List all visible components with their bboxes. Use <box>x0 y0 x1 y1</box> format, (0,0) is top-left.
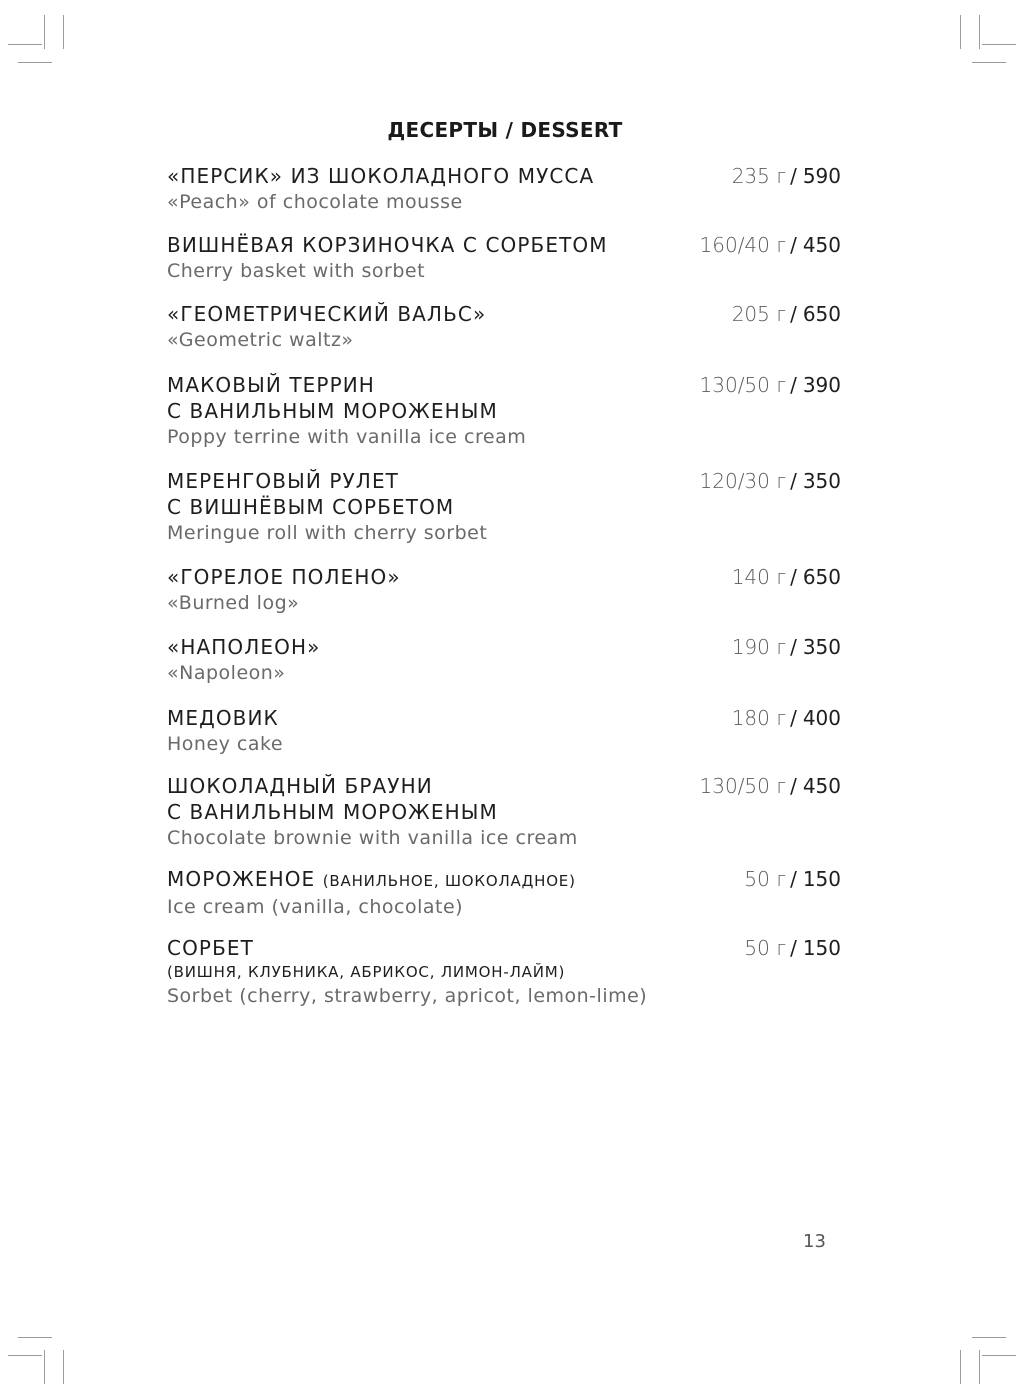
item-options-ru: (ВИШНЯ, КЛУБНИКА, АБРИКОС, ЛИМОН-ЛАЙМ) <box>167 963 566 981</box>
item-name-en: Poppy terrine with vanilla ice cream <box>167 426 527 448</box>
item-cost: 350 <box>802 469 841 493</box>
item-weight: 235 г <box>731 164 787 188</box>
crop-mark <box>972 62 1006 63</box>
item-weight: 130/50 г <box>699 373 787 397</box>
item-name-ru: МЕДОВИК <box>167 706 279 730</box>
crop-mark <box>960 1350 961 1384</box>
crop-mark <box>8 44 42 45</box>
item-cost: 150 <box>802 936 841 960</box>
item-price <box>744 866 841 892</box>
item-price <box>700 773 841 799</box>
menu-item <box>167 163 847 215</box>
price-separator: / <box>790 706 797 730</box>
crop-mark <box>63 1350 64 1384</box>
item-cost: 150 <box>802 867 841 891</box>
price-separator: / <box>790 164 797 188</box>
crop-mark <box>979 1350 980 1384</box>
item-weight: 120/30 г <box>699 469 787 493</box>
item-name-ru: МАКОВЫЙ ТЕРРИН С ВАНИЛЬНЫМ МОРОЖЕНЫМ <box>167 373 498 423</box>
price-separator: / <box>790 565 797 589</box>
crop-mark <box>982 1355 1016 1356</box>
item-name-ru: ВИШНЁВАЯ КОРЗИНОЧКА С СОРБЕТОМ <box>167 233 608 257</box>
item-name-ru: «ГЕОМЕТРИЧЕСКИЙ ВАЛЬС» <box>167 302 487 326</box>
menu-item <box>167 372 847 450</box>
crop-mark <box>44 1350 45 1384</box>
item-cost: 650 <box>802 302 841 326</box>
menu-item <box>167 564 847 616</box>
item-cost: 400 <box>802 706 841 730</box>
item-cost: 390 <box>802 373 841 397</box>
item-weight: 50 г <box>744 936 787 960</box>
crop-mark <box>44 15 45 49</box>
item-price <box>732 564 841 590</box>
item-weight: 205 г <box>731 302 787 326</box>
item-name-en: «Geometric waltz» <box>167 329 354 351</box>
item-name-en: Chocolate brownie with vanilla ice cream <box>167 827 578 849</box>
price-separator: / <box>790 373 797 397</box>
price-separator: / <box>790 936 797 960</box>
item-name-ru: МЕРЕНГОВЫЙ РУЛЕТ С ВИШНЁВЫМ СОРБЕТОМ <box>167 469 455 519</box>
menu-item <box>167 634 847 686</box>
price-separator: / <box>790 635 797 659</box>
item-name-en: Sorbet (cherry, strawberry, apricot, lemon-lime) <box>167 985 648 1007</box>
item-name-ru: «ПЕРСИК» ИЗ ШОКОЛАДНОГО МУССА <box>167 164 595 188</box>
item-weight: 180 г <box>731 706 787 730</box>
item-cost: 450 <box>802 774 841 798</box>
item-price <box>700 232 841 258</box>
menu-item <box>167 935 847 1009</box>
item-name-ru: «ГОРЕЛОЕ ПОЛЕНО» <box>167 565 401 589</box>
price-separator: / <box>790 867 797 891</box>
crop-mark <box>8 1355 42 1356</box>
item-options-ru: (ВАНИЛЬНОЕ, ШОКОЛАДНОЕ) <box>322 872 576 890</box>
item-name-ru: СОРБЕТ (ВИШНЯ, КЛУБНИКА, АБРИКОС, ЛИМОН-ЛАЙМ) <box>167 935 847 983</box>
item-price <box>732 705 841 731</box>
item-weight: 190 г <box>731 635 787 659</box>
item-weight: 130/50 г <box>699 774 787 798</box>
item-weight: 160/40 г <box>699 233 787 257</box>
item-price <box>732 301 841 327</box>
menu-section-title: ДЕСЕРТЫ / DESSERT <box>387 118 623 142</box>
item-name-ru: «НАПОЛЕОН» <box>167 635 321 659</box>
item-price <box>700 468 841 494</box>
page-number: 13 <box>803 1231 826 1252</box>
crop-mark <box>63 15 64 49</box>
item-name-en: Ice cream (vanilla, chocolate) <box>167 896 464 918</box>
item-weight: 140 г <box>731 565 787 589</box>
item-name-ru: МОРОЖЕНОЕ (ВАНИЛЬНОЕ, ШОКОЛАДНОЕ) <box>167 867 576 891</box>
crop-mark <box>18 1337 52 1338</box>
menu-item <box>167 301 847 353</box>
price-separator: / <box>790 302 797 326</box>
crop-mark <box>982 44 1016 45</box>
menu-item <box>167 232 847 284</box>
item-name-en: «Peach» of chocolate mousse <box>167 191 463 213</box>
item-name-en: «Burned log» <box>167 592 300 614</box>
menu-item <box>167 468 847 546</box>
price-separator: / <box>790 774 797 798</box>
item-price <box>732 163 841 189</box>
crop-mark <box>18 62 52 63</box>
item-cost: 450 <box>802 233 841 257</box>
price-separator: / <box>790 469 797 493</box>
item-cost: 350 <box>802 635 841 659</box>
item-name-ru: ШОКОЛАДНЫЙ БРАУНИ С ВАНИЛЬНЫМ МОРОЖЕНЫМ <box>167 774 498 824</box>
menu-item <box>167 705 847 757</box>
item-price <box>700 372 841 398</box>
crop-mark <box>960 15 961 49</box>
item-price <box>732 634 841 660</box>
item-name-en: Meringue roll with cherry sorbet <box>167 522 488 544</box>
item-price <box>744 935 841 961</box>
crop-mark <box>979 15 980 49</box>
item-cost: 650 <box>802 565 841 589</box>
item-name-en: Cherry basket with sorbet <box>167 260 426 282</box>
menu-item <box>167 866 847 920</box>
item-name-en: «Napoleon» <box>167 662 286 684</box>
price-separator: / <box>790 233 797 257</box>
crop-mark <box>972 1337 1006 1338</box>
menu-item <box>167 773 847 851</box>
item-name-en: Honey cake <box>167 733 284 755</box>
item-cost: 590 <box>802 164 841 188</box>
item-weight: 50 г <box>744 867 787 891</box>
